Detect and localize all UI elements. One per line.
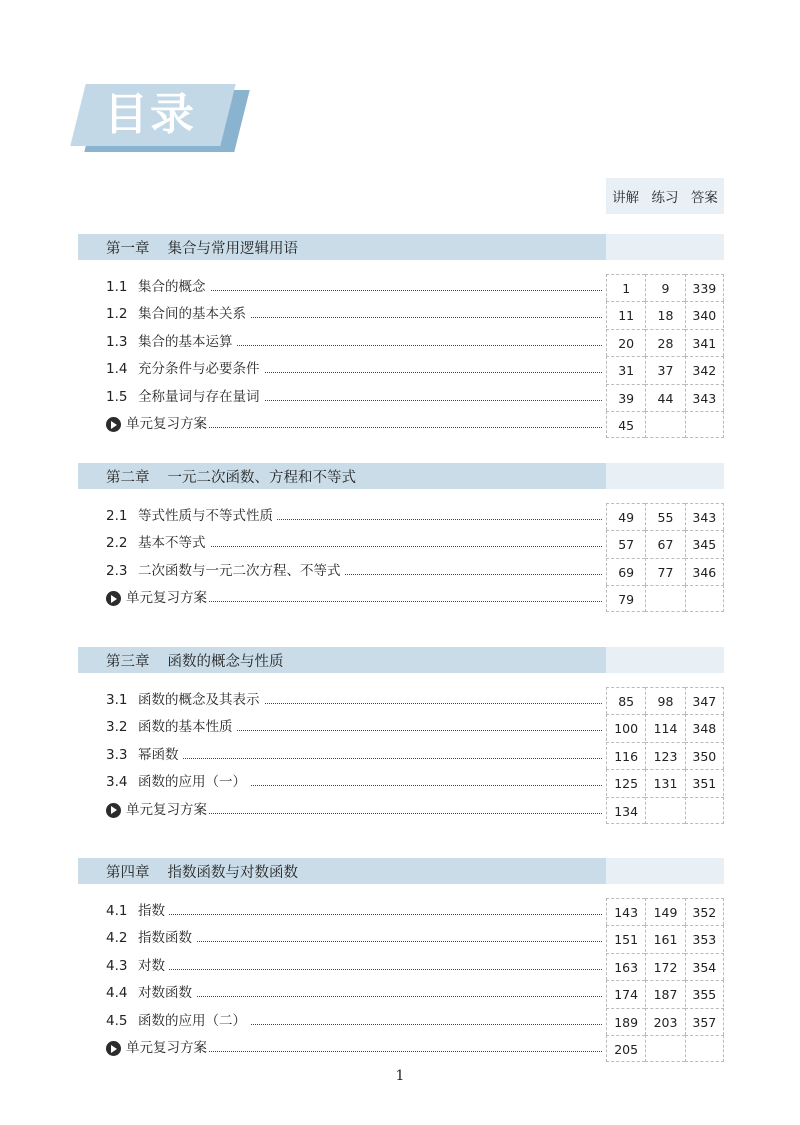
section-number: 2.3 [106,562,128,579]
answer-page: 351 [685,769,724,796]
page-title: 目录 [104,89,196,140]
toc-entry[interactable] [78,558,724,585]
practice-page [645,1035,684,1062]
section-number: 4.1 [106,903,128,919]
practice-page: 123 [645,742,684,769]
section-title: 等式性质与不等式性质 [138,503,277,530]
toc-entry[interactable] [78,925,724,952]
page-cells [606,925,724,952]
practice-page [645,411,684,438]
chapter-title[interactable]: 指数函数与对数函数 [167,864,298,881]
lecture-page: 1 [606,274,645,301]
page-cells [606,1035,724,1062]
toc-entry[interactable] [78,953,724,980]
section-number: 1.4 [106,361,128,378]
section-title: 函数的基本性质 [138,714,237,741]
toc-entry[interactable] [78,503,724,530]
toc-entry[interactable] [78,329,724,356]
section-title: 幂函数 [138,742,183,769]
chapter-bar [78,858,724,884]
play-circle-icon [106,803,121,818]
column-header-practice: 练习 [651,190,679,206]
review-title: 单元复习方案 [126,585,209,612]
page-cells [606,274,724,301]
toc-entry[interactable] [78,898,724,925]
section-number: 1.5 [106,388,128,405]
chapter-number: 第四章 [106,864,150,881]
toc-entry[interactable] [78,530,724,557]
play-circle-icon [106,1041,121,1056]
chapter-bar-column-area [606,647,724,673]
column-header [606,178,724,214]
page-cells [606,585,724,612]
practice-page [645,797,684,824]
page-cells [606,898,724,925]
play-circle-icon [106,591,121,606]
lecture-page: 49 [606,503,645,530]
dot-leader [138,758,602,759]
review-title: 单元复习方案 [126,797,209,824]
section-title: 充分条件与必要条件 [138,356,264,383]
lecture-page: 125 [606,769,645,796]
page-cells [606,411,724,438]
page-cells [606,1008,724,1035]
answer-page [685,797,724,824]
section-title: 函数的概念及其表示 [138,687,264,714]
dot-leader [138,996,602,997]
chapter-bar-label-area [78,858,606,884]
lecture-page: 143 [606,898,645,925]
review-row[interactable] [78,1035,724,1062]
section-title: 全称量词与存在量词 [138,384,264,411]
practice-page: 9 [645,274,684,301]
answer-page: 341 [685,329,724,356]
practice-page: 55 [645,503,684,530]
lecture-page: 174 [606,980,645,1007]
section-title: 对数 [138,953,169,980]
dot-leader [138,914,602,915]
chapter-bar-label-area [78,463,606,489]
page-cells [606,329,724,356]
page-cells [606,980,724,1007]
page-cells [606,503,724,530]
section-title: 对数函数 [138,980,196,1007]
page-cells [606,714,724,741]
section-number: 1.3 [106,333,128,350]
lecture-page: 151 [606,925,645,952]
chapter-bar [78,234,724,260]
section-number: 3.2 [106,719,128,736]
practice-page: 37 [645,356,684,383]
answer-page [685,585,724,612]
dot-leader [138,969,602,970]
chapter-bar-column-area [606,463,724,489]
lecture-page: 79 [606,585,645,612]
practice-page: 187 [645,980,684,1007]
toc-entry[interactable] [78,274,724,301]
section-number: 1.1 [106,279,128,295]
toc-entry[interactable] [78,742,724,769]
column-header-answers: 答案 [690,190,718,206]
lecture-page: 205 [606,1035,645,1062]
section-number: 4.3 [106,957,128,974]
answer-page: 347 [685,687,724,714]
section-number: 3.3 [106,746,128,763]
chapter-bar-label-area [78,647,606,673]
lecture-page: 116 [606,742,645,769]
page-cells [606,356,724,383]
review-row[interactable] [78,797,724,824]
lecture-page: 134 [606,797,645,824]
practice-page: 77 [645,558,684,585]
answer-page: 353 [685,925,724,952]
toc-entry[interactable] [78,980,724,1007]
page-cells [606,742,724,769]
section-number: 4.4 [106,985,128,1002]
section-title: 集合的概念 [138,274,210,301]
answer-page: 342 [685,356,724,383]
practice-page: 161 [645,925,684,952]
page-cells [606,558,724,585]
toc-entry[interactable] [78,769,724,796]
section-number: 1.2 [106,306,128,323]
section-number: 4.5 [106,1012,128,1029]
lecture-page: 20 [606,329,645,356]
answer-page: 343 [685,384,724,411]
toc-entry[interactable] [78,714,724,741]
answer-page: 355 [685,980,724,1007]
review-row[interactable] [78,411,724,438]
toc-entry[interactable] [78,384,724,411]
page-cells [606,953,724,980]
toc-entry[interactable] [78,1008,724,1035]
answer-page: 345 [685,530,724,557]
chapter-bar [78,463,724,489]
chapter-bar-column-area [606,234,724,260]
page-cells [606,530,724,557]
chapter-bar-column-area [606,858,724,884]
lecture-page: 45 [606,411,645,438]
section-title: 指数函数 [138,925,196,952]
practice-page: 114 [645,714,684,741]
section-title: 函数的应用（一） [138,769,250,796]
practice-page: 131 [645,769,684,796]
answer-page: 350 [685,742,724,769]
practice-page: 44 [645,384,684,411]
section-number: 3.1 [106,692,128,708]
chapter-title[interactable]: 集合与常用逻辑用语 [167,240,298,257]
lecture-page: 189 [606,1008,645,1035]
page-cells [606,301,724,328]
section-title: 二次函数与一元二次方程、不等式 [138,558,345,585]
practice-page: 28 [645,329,684,356]
practice-page [645,585,684,612]
lecture-page: 69 [606,558,645,585]
lecture-page: 163 [606,953,645,980]
page-cells [606,797,724,824]
page-cells [606,687,724,714]
page-cells [606,769,724,796]
practice-page: 203 [645,1008,684,1035]
page-number: 1 [395,1068,405,1084]
lecture-page: 85 [606,687,645,714]
lecture-page: 11 [606,301,645,328]
review-title: 单元复习方案 [126,1035,209,1062]
answer-page: 348 [685,714,724,741]
section-title: 基本不等式 [138,530,210,557]
section-number: 4.2 [106,930,128,947]
section-title: 集合间的基本关系 [138,301,250,328]
answer-page [685,1035,724,1062]
dot-leader [138,941,602,942]
chapter-bar-label-area [78,234,606,260]
section-number: 2.2 [106,535,128,552]
page-title-banner [78,84,258,156]
page-cells [606,384,724,411]
chapter-number: 第一章 [106,240,150,257]
toc-entry[interactable] [78,687,724,714]
answer-page: 340 [685,301,724,328]
review-row[interactable] [78,585,724,612]
section-number: 3.4 [106,774,128,791]
section-number: 2.1 [106,508,128,524]
section-title: 函数的应用（二） [138,1008,250,1035]
answer-page: 343 [685,503,724,530]
play-circle-icon [106,417,121,432]
review-title: 单元复习方案 [126,411,209,438]
answer-page: 354 [685,953,724,980]
practice-page: 18 [645,301,684,328]
practice-page: 67 [645,530,684,557]
section-title: 集合的基本运算 [138,329,237,356]
chapter-title[interactable]: 函数的概念与性质 [167,653,284,670]
practice-page: 98 [645,687,684,714]
chapter-title[interactable]: 一元二次函数、方程和不等式 [167,469,356,486]
answer-page: 346 [685,558,724,585]
toc-entry[interactable] [78,356,724,383]
chapter-number: 第二章 [106,469,150,486]
answer-page: 339 [685,274,724,301]
column-header-lecture: 讲解 [612,190,640,206]
lecture-page: 57 [606,530,645,557]
lecture-page: 31 [606,356,645,383]
toc-entry[interactable] [78,301,724,328]
answer-page [685,411,724,438]
lecture-page: 39 [606,384,645,411]
answer-page: 352 [685,898,724,925]
answer-page: 357 [685,1008,724,1035]
chapter-number: 第三章 [106,653,150,670]
section-title: 指数 [138,898,169,925]
practice-page: 149 [645,898,684,925]
chapter-bar [78,647,724,673]
lecture-page: 100 [606,714,645,741]
practice-page: 172 [645,953,684,980]
